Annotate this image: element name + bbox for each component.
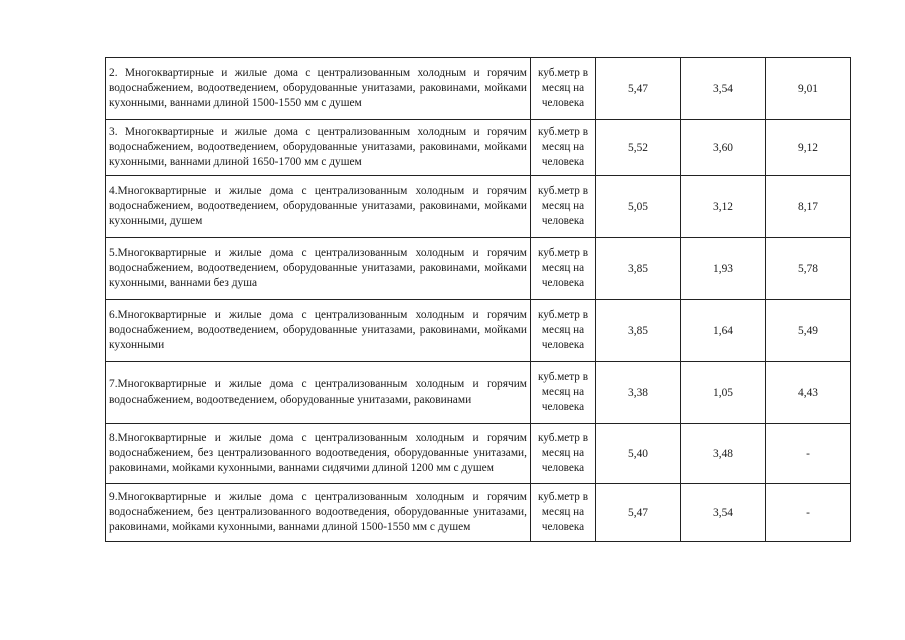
table-row: [106, 424, 851, 484]
cold-water-norm: 5,05: [596, 176, 681, 238]
hot-water-norm: 3,48: [681, 424, 766, 484]
wastewater-norm: 5,49: [766, 300, 851, 362]
wastewater-norm: -: [766, 424, 851, 484]
water-consumption-norms-table: [105, 57, 851, 542]
table-body: [106, 58, 851, 542]
cold-water-norm: 5,40: [596, 424, 681, 484]
table-row: [106, 176, 851, 238]
norm-description: 5.Многоквартирные и жилые дома с централизованным холодным и горячим водоснабжением, водоотведением, оборудованные унитазами, раковинами, мойками кухонными, ваннами без душа: [106, 238, 531, 300]
cold-water-norm: 5,52: [596, 120, 681, 176]
cold-water-norm: 3,38: [596, 362, 681, 424]
table-row: [106, 120, 851, 176]
unit-of-measure: куб.метр в месяц на человека: [531, 238, 596, 300]
unit-of-measure: куб.метр в месяц на человека: [531, 484, 596, 542]
wastewater-norm: 5,78: [766, 238, 851, 300]
wastewater-norm: 4,43: [766, 362, 851, 424]
norm-description: 2. Многоквартирные и жилые дома с централизованным холодным и горячим водоснабжением, водоотведением, оборудованные унитазами, раковинами, мойками кухонными, ваннами длиной 1500-1550 мм с душем: [106, 58, 531, 120]
hot-water-norm: 3,54: [681, 58, 766, 120]
wastewater-norm: 9,12: [766, 120, 851, 176]
table-row: [106, 484, 851, 542]
cold-water-norm: 3,85: [596, 238, 681, 300]
wastewater-norm: -: [766, 484, 851, 542]
hot-water-norm: 1,93: [681, 238, 766, 300]
unit-of-measure: куб.метр в месяц на человека: [531, 300, 596, 362]
unit-of-measure: куб.метр в месяц на человека: [531, 58, 596, 120]
table-row: [106, 58, 851, 120]
cold-water-norm: 5,47: [596, 484, 681, 542]
unit-of-measure: куб.метр в месяц на человека: [531, 362, 596, 424]
unit-of-measure: куб.метр в месяц на человека: [531, 120, 596, 176]
norm-description: 8.Многоквартирные и жилые дома с централизованным холодным и горячим водоснабжением, без централизованного водоотведения, оборудованные унитазами, раковинами, мойками кухонными, ваннами сидячими длиной 1200 мм с душем: [106, 424, 531, 484]
norm-description: 7.Многоквартирные и жилые дома с централизованным холодным и горячим водоснабжением, водоотведением, оборудованные унитазами, раковинами: [106, 362, 531, 424]
wastewater-norm: 8,17: [766, 176, 851, 238]
hot-water-norm: 3,54: [681, 484, 766, 542]
unit-of-measure: куб.метр в месяц на человека: [531, 424, 596, 484]
unit-of-measure: куб.метр в месяц на человека: [531, 176, 596, 238]
cold-water-norm: 5,47: [596, 58, 681, 120]
table-row: [106, 300, 851, 362]
table-row: [106, 238, 851, 300]
table-row: [106, 362, 851, 424]
hot-water-norm: 3,12: [681, 176, 766, 238]
cold-water-norm: 3,85: [596, 300, 681, 362]
hot-water-norm: 1,05: [681, 362, 766, 424]
norm-description: 9.Многоквартирные и жилые дома с централизованным холодным и горячим водоснабжением, без централизованного водоотведения, оборудованные унитазами, раковинами, мойками кухонными, ваннами длиной 1500-1550 мм с душем: [106, 484, 531, 542]
norm-description: 3. Многоквартирные и жилые дома с централизованным холодным и горячим водоснабжением, водоотведением, оборудованные унитазами, раковинами, мойками кухонными, ваннами длиной 1650-1700 мм с душем: [106, 120, 531, 176]
wastewater-norm: 9,01: [766, 58, 851, 120]
norm-description: 4.Многоквартирные и жилые дома с централизованным холодным и горячим водоснабжением, водоотведением, оборудованные унитазами, раковинами, мойками кухонными, душем: [106, 176, 531, 238]
hot-water-norm: 1,64: [681, 300, 766, 362]
hot-water-norm: 3,60: [681, 120, 766, 176]
norm-description: 6.Многоквартирные и жилые дома с централизованным холодным и горячим водоснабжением, водоотведением, оборудованные унитазами, раковинами, мойками кухонными: [106, 300, 531, 362]
